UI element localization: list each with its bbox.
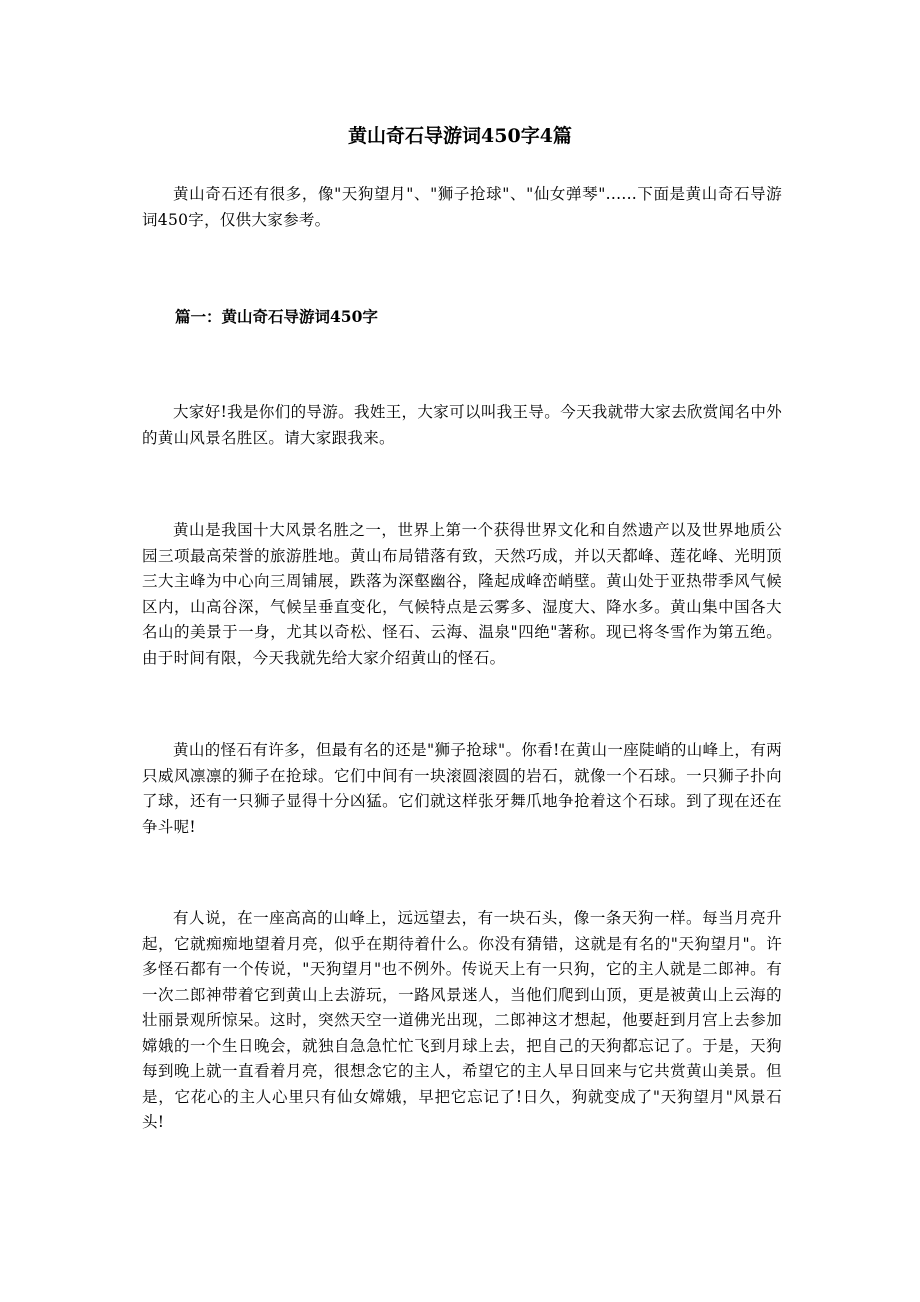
body-paragraph-dog-moon: 有人说，在一座高高的山峰上，远远望去，有一块石头，像一条天狗一样。每当月亮升起，它就痴痴地望着月亮，似乎在期待着什么。你没有猜错，这就是有名的"天狗望月"。许多怪石都有一个传说，"天狗望月"也不例外。传说天上有一只狗，它的主人就是二郎神。有一次二郎神带着它到黄山上去游玩，一路风景迷人，当他们爬到山顶，更是被黄山上云海的壮丽景观所惊呆。这时，突然天空一道佛光出现，二郎神这才想起，他要赶到月宫上去参加嫦娥的一个生日晚会，就独自急急忙忙飞到月球上去，把自己的天狗都忘记了。于是，天狗每到晚上就一直看着月亮，很想念它的主人，希望它的主人早日回来与它共赏黄山美景。但是，它花心的主人心里只有仙女嫦娥，早把它忘记了!日久，狗就变成了"天狗望月"风景石头! xyxy=(142,909,782,1131)
intro-paragraph: 黄山奇石还有很多，像"天狗望月"、"狮子抢球"、"仙女弹琴"......下面是黄山奇石导游词450字，仅供大家参考。 xyxy=(142,185,782,229)
body-paragraph-lion-ball: 黄山的怪石有许多，但最有名的还是"狮子抢球"。你看!在黄山一座陡峭的山峰上，有两只威风凛凛的狮子在抢球。它们中间有一块滚圆滚圆的岩石，就像一个石球。一只狮子扑向了球，还有一只狮子显得十分凶猛。它们就这样张牙舞爪地争抢着这个石球。到了现在还在争斗呢! xyxy=(142,741,782,836)
body-paragraph-overview: 黄山是我国十大风景名胜之一，世界上第一个获得世界文化和自然遗产以及世界地质公园三项最高荣誉的旅游胜地。黄山布局错落有致，天然巧成，并以天都峰、莲花峰、光明顶三大主峰为中心向三周铺展，跌落为深壑幽谷，隆起成峰峦峭壁。黄山处于亚热带季风气候区内，山高谷深，气候呈垂直变化，气候特点是云雾多、湿度大、降水多。黄山集中国各大名山的美景于一身，尤其以奇松、怪石、云海、温泉"四绝"著称。现已将冬雪作为第五绝。由于时间有限，今天我就先给大家介绍黄山的怪石。 xyxy=(142,521,782,667)
body-paragraph-greeting: 大家好!我是你们的导游。我姓王，大家可以叫我王导。今天我就带大家去欣赏闻名中外的黄山风景名胜区。请大家跟我来。 xyxy=(142,403,782,447)
section-heading: 篇一：黄山奇石导游词450字 xyxy=(175,307,378,326)
page-title: 黄山奇石导游词450字4篇 xyxy=(348,125,572,147)
